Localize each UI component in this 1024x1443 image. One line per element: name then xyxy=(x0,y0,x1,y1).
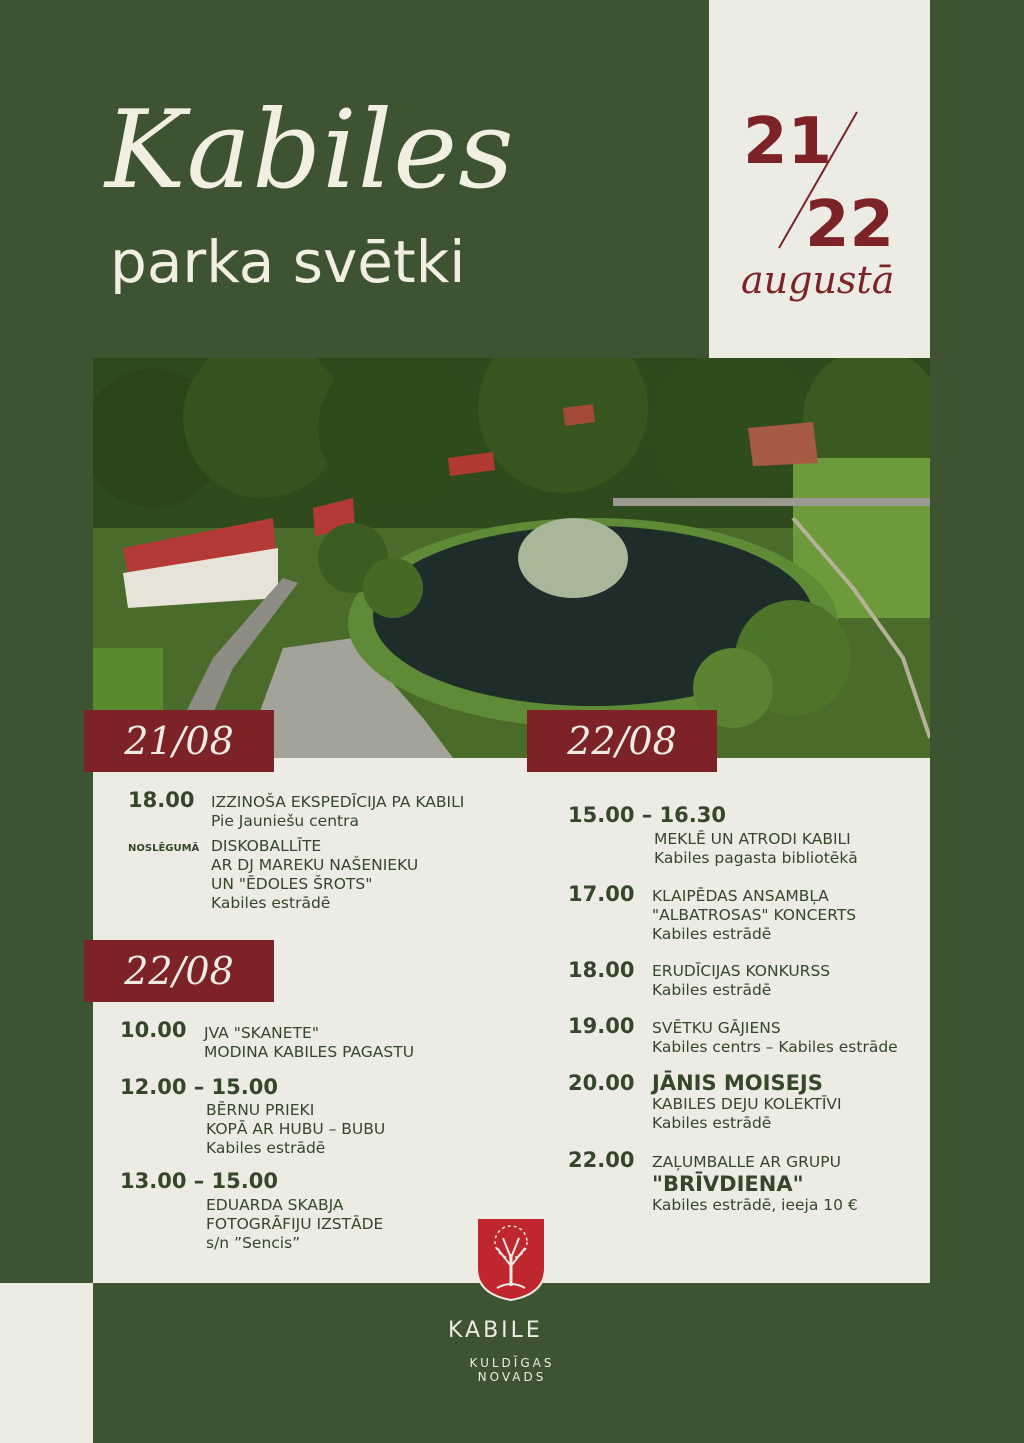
event-place: Kabiles estrādē xyxy=(211,894,331,912)
kabile-coat-of-arms-icon xyxy=(475,1216,547,1302)
event-title: IZZINOŠA EKSPEDĪCIJA PA KABILI xyxy=(211,793,465,811)
event-place: Kabiles pagasta bibliotēkā xyxy=(654,849,858,867)
event-details xyxy=(652,1153,858,1215)
event-title: BĒRNU PRIEKI xyxy=(206,1101,315,1119)
event-title: EDUARDA SKABJA xyxy=(206,1196,344,1214)
event-title: ERUDĪCIJAS KONKURSS xyxy=(652,962,831,980)
event-details xyxy=(652,887,856,944)
event-time: 13.00 – 15.00 xyxy=(120,1169,278,1193)
footer-region-line2: NOVADS xyxy=(477,1370,547,1384)
date-panel xyxy=(709,0,930,358)
event-details xyxy=(211,793,464,831)
event-title: KLAIPĒDAS ANSAMBĻA xyxy=(652,887,829,905)
date-end-visible: 22 xyxy=(805,188,895,262)
day1-badge: 21/08 xyxy=(84,710,274,772)
footer-region xyxy=(462,1356,562,1384)
event-place: Kabiles estrādē, ieeja 10 € xyxy=(652,1196,858,1214)
event-time: 10.00 xyxy=(120,1018,187,1042)
event-title: DISKOBALLĪTE xyxy=(211,837,322,855)
event-time: 18.00 xyxy=(568,958,635,982)
footer-region-line1: KULDĪGAS xyxy=(469,1356,555,1370)
date-start: 21 xyxy=(743,105,833,179)
event-time: 17.00 xyxy=(568,882,635,906)
day2-badge-right: 22/08 xyxy=(527,710,717,772)
event-time: 22.00 xyxy=(568,1148,635,1172)
event-title: ZAĻUMBALLE AR GRUPU xyxy=(652,1153,841,1171)
event-place: Kabiles estrādē xyxy=(652,925,772,943)
event-details xyxy=(652,1019,898,1057)
event-time: 20.00 xyxy=(568,1071,635,1095)
month-label: augustā xyxy=(741,258,895,302)
title-kabiles: Kabiles xyxy=(105,88,515,213)
event-details xyxy=(206,1101,385,1158)
event-place: s/n ”Sencis” xyxy=(206,1234,301,1252)
event-place: Pie Jauniešu centra xyxy=(211,812,359,830)
event-title: "ALBATROSAS" KONCERTS xyxy=(652,906,857,924)
event-title: AR DJ MAREKU NAŠENIEKU xyxy=(211,856,419,874)
event-place: Kabiles estrādē xyxy=(652,1114,772,1132)
day2-badge-left: 22/08 xyxy=(84,940,274,1002)
event-headliner: "BRĪVDIENA" xyxy=(652,1172,804,1196)
event-place: Kabiles centrs – Kabiles estrāde xyxy=(652,1038,898,1056)
event-details xyxy=(206,1196,383,1253)
event-time: 12.00 – 15.00 xyxy=(120,1075,278,1099)
schedule-panel-left-extension xyxy=(0,1283,93,1443)
event-details xyxy=(652,962,830,1000)
event-time: 18.00 xyxy=(128,788,195,812)
event-title: SVĒTKU GĀJIENS xyxy=(652,1019,781,1037)
event-time: 15.00 – 16.30 xyxy=(568,803,726,827)
event-title: JVA "SKANETE" xyxy=(204,1024,319,1042)
event-place: Kabiles estrādē xyxy=(206,1139,326,1157)
event-title: KABILES DEJU KOLEKTĪVI xyxy=(652,1095,842,1113)
event-title: KOPĀ AR HUBU – BUBU xyxy=(206,1120,386,1138)
event-time-tag: NOSLĒGUMĀ xyxy=(128,843,200,854)
event-title: UN "ĒDOLES ŠROTS" xyxy=(211,875,373,893)
event-title: MODINA KABILES PAGASTU xyxy=(204,1043,415,1061)
footer-kabile-name: KABILE xyxy=(448,1318,543,1343)
aerial-park-photo xyxy=(93,358,930,758)
event-time: 19.00 xyxy=(568,1014,635,1038)
subtitle: parka svētki xyxy=(110,228,466,296)
event-details xyxy=(654,830,858,868)
event-title: FOTOGRĀFIJU IZSTĀDE xyxy=(206,1215,384,1233)
event-title: MEKLĒ UN ATRODI KABILI xyxy=(654,830,851,848)
event-details xyxy=(204,1024,414,1062)
event-headliner: JĀNIS MOISEJS xyxy=(652,1071,823,1095)
event-details xyxy=(211,837,418,913)
event-place: Kabiles estrādē xyxy=(652,981,772,999)
event-details xyxy=(652,1071,842,1133)
